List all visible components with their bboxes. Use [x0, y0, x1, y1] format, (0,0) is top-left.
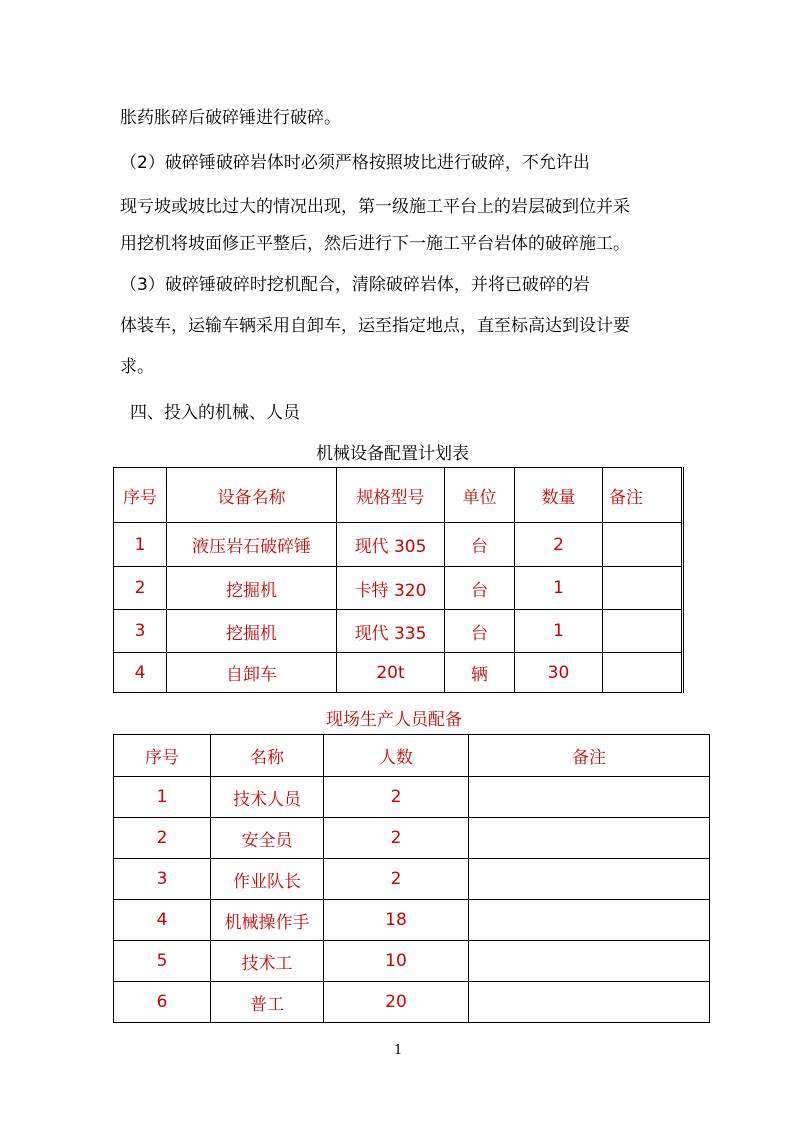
- body-line-1: 胀药胀碎后破碎锤进行破碎。: [120, 108, 341, 128]
- staff-header-cell: 人数: [324, 735, 469, 777]
- table-row: [114, 610, 683, 653]
- table-cell: 机械操作手: [211, 900, 324, 941]
- table-row: [114, 982, 710, 1023]
- staff-header-cell: 备注: [469, 735, 710, 777]
- table-cell: 台: [445, 610, 515, 653]
- staff-table-caption: 现场生产人员配备: [326, 710, 462, 730]
- table-cell: 挖掘机: [167, 567, 337, 610]
- equipment-table-caption: 机械设备配置计划表: [316, 444, 469, 464]
- equipment-header-cell: 单位: [445, 468, 515, 523]
- table-cell: 30: [515, 653, 603, 693]
- body-paragraph-2-line-1: （2）破碎锤破碎岩体时必须严格按照坡比进行破碎，不允许出: [120, 153, 590, 173]
- body-paragraph-3-line-2: 体装车，运输车辆采用自卸车，运至指定地点，直至标高达到设计要: [120, 316, 630, 336]
- table-cell: 自卸车: [167, 653, 337, 693]
- table-cell: [603, 610, 683, 653]
- table-cell: 18: [324, 900, 469, 941]
- table-row: [114, 859, 710, 900]
- table-cell: 1: [515, 610, 603, 653]
- table-cell: [603, 567, 683, 610]
- body-paragraph-2-line-3: 用挖机将坡面修正平整后，然后进行下一施工平台岩体的破碎施工。: [120, 234, 630, 254]
- staff-table-header-row: [114, 735, 710, 777]
- table-row: [114, 777, 710, 818]
- page-number: 1: [394, 1043, 403, 1058]
- staff-header-cell: 序号: [114, 735, 211, 777]
- table-cell: 台: [445, 523, 515, 567]
- body-paragraph-3-line-1: （3）破碎锤破碎时挖机配合，清除破碎岩体，并将已破碎的岩: [120, 275, 590, 295]
- table-cell: 2: [324, 777, 469, 818]
- table-cell: 现代 335: [337, 610, 445, 653]
- equipment-header-cell: 设备名称: [167, 468, 337, 523]
- body-paragraph-3-line-3: 求。: [120, 357, 154, 377]
- table-cell: 2: [114, 567, 167, 610]
- table-row: [114, 941, 710, 982]
- equipment-table-header-row: [114, 468, 683, 523]
- table-cell: 20t: [337, 653, 445, 693]
- table-cell: 辆: [445, 653, 515, 693]
- equipment-header-cell: 数量: [515, 468, 603, 523]
- table-cell: 台: [445, 567, 515, 610]
- equipment-table: [113, 467, 684, 693]
- table-cell: 2: [324, 818, 469, 859]
- table-cell: 2: [515, 523, 603, 567]
- table-cell: [469, 777, 710, 818]
- table-cell: 技术人员: [211, 777, 324, 818]
- table-cell: 1: [114, 523, 167, 567]
- table-cell: [469, 982, 710, 1023]
- table-cell: [603, 653, 683, 693]
- table-cell: 普工: [211, 982, 324, 1023]
- table-cell: 5: [114, 941, 211, 982]
- equipment-header-cell: 序号: [114, 468, 167, 523]
- table-cell: [469, 900, 710, 941]
- table-cell: 2: [324, 859, 469, 900]
- table-cell: [469, 859, 710, 900]
- table-cell: 技术工: [211, 941, 324, 982]
- table-row: [114, 900, 710, 941]
- section-heading: 四、投入的机械、人员: [130, 403, 300, 423]
- table-row: [114, 818, 710, 859]
- table-cell: 10: [324, 941, 469, 982]
- table-row: [114, 653, 683, 693]
- body-paragraph-2-line-2: 现亏坡或坡比过大的情况出现，第一级施工平台上的岩层破到位并采: [120, 197, 630, 217]
- table-cell: 2: [114, 818, 211, 859]
- table-cell: 1: [515, 567, 603, 610]
- equipment-header-cell: 规格型号: [337, 468, 445, 523]
- equipment-header-cell: 备注: [603, 468, 683, 523]
- table-cell: 卡特 320: [337, 567, 445, 610]
- table-cell: [469, 941, 710, 982]
- table-cell: 挖掘机: [167, 610, 337, 653]
- table-cell: 3: [114, 859, 211, 900]
- table-cell: 作业队长: [211, 859, 324, 900]
- table-cell: 液压岩石破碎锤: [167, 523, 337, 567]
- staff-header-cell: 名称: [211, 735, 324, 777]
- table-cell: 现代 305: [337, 523, 445, 567]
- table-cell: [603, 523, 683, 567]
- table-cell: 安全员: [211, 818, 324, 859]
- table-cell: 20: [324, 982, 469, 1023]
- table-cell: 6: [114, 982, 211, 1023]
- table-row: [114, 523, 683, 567]
- table-row: [114, 567, 683, 610]
- staff-table: [113, 734, 710, 1023]
- table-cell: 3: [114, 610, 167, 653]
- table-cell: 4: [114, 653, 167, 693]
- table-cell: [469, 818, 710, 859]
- table-cell: 1: [114, 777, 211, 818]
- table-cell: 4: [114, 900, 211, 941]
